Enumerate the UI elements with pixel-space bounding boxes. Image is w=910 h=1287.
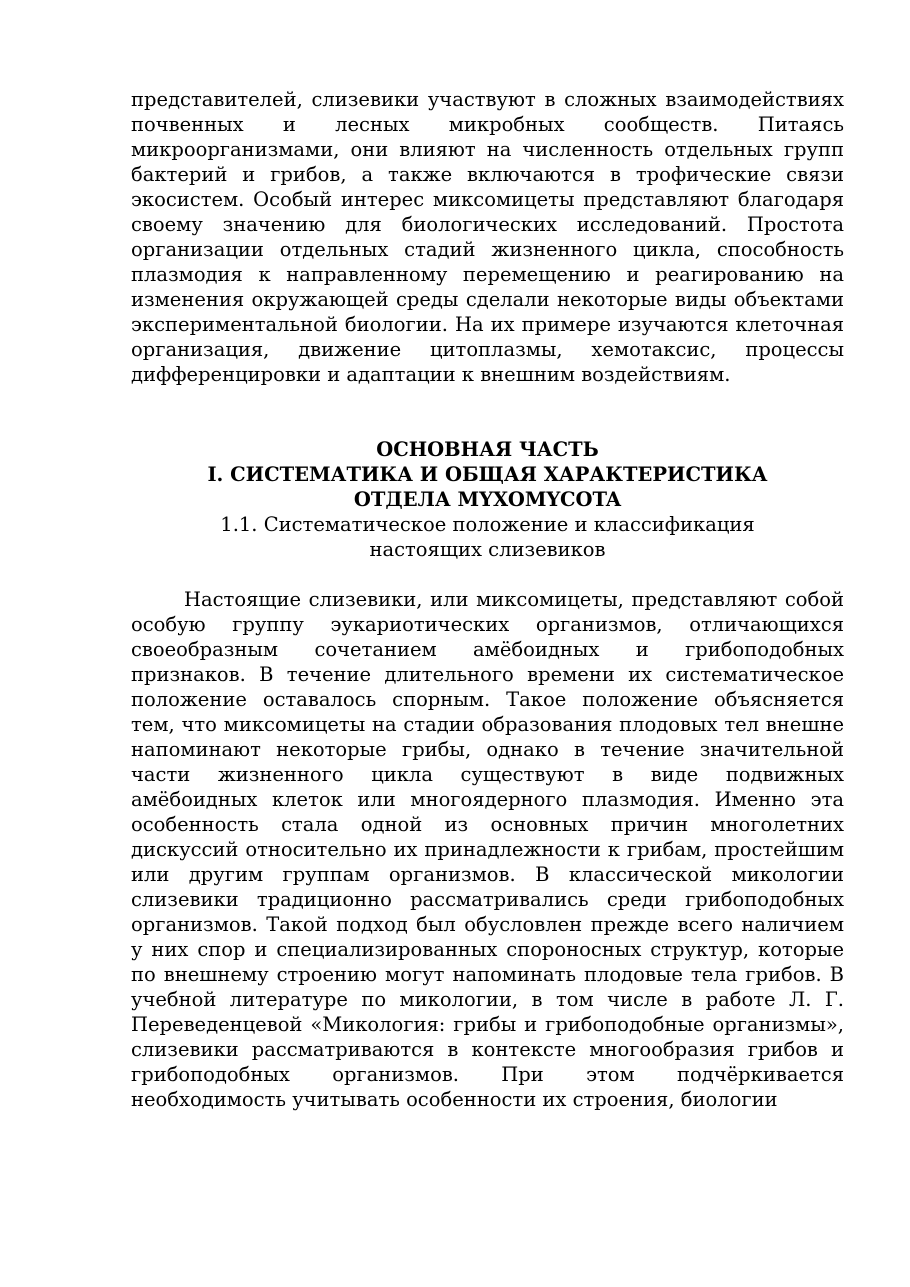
- subsection-title-line-2: настоящих слизевиков: [369, 538, 606, 561]
- chapter-title-line-1: I. СИСТЕМАТИКА И ОБЩАЯ ХАРАКТЕРИСТИКА: [207, 463, 768, 486]
- body-paragraph: Настоящие слизевики, или миксомицеты, представляют собой особую группу эукариотических организмов, отличающихся своеобразным сочетанием амёбоидных и грибоподобных признаков. В течение длительного времени их систематическое положение оставалось спорным. Такое положение объясняется тем, что миксомицеты на стадии образования плодовых тел внешне напоминают некоторые грибы, однако в течение значительной части жизненного цикла существуют в виде подвижных амёбоидных клеток или многоядерного плазмодия. Именно эта особенность стала одной из основных причин многолетних дискуссий относительно их принадлежности к грибам, простейшим или другим группам организмов. В классической микологии слизевики традиционно рассматривались среди грибоподобных организмов. Такой подход был обусловлен прежде всего наличием у них спор и специализированных спороносных структур, которые по внешнему строению могут напоминать плодовые тела грибов. В учебной литературе по микологии, в том числе в работе Л. Г. Переведенцевой «Микология: грибы и грибоподобные организмы», слизевики рассматриваются в контексте многообразия грибов и грибоподобных организмов. При этом подчёркивается необходимость учитывать особенности их строения, биологии: [131, 588, 844, 1111]
- subsection-title-line-1: 1.1. Систематическое положение и классификация: [220, 513, 755, 536]
- section-spacer: [131, 387, 844, 437]
- document-page: [131, 87, 844, 1112]
- intro-paragraph: представителей, слизевики участвуют в сложных взаимодействиях почвенных и лесных микробных сообществ. Питаясь микроорганизмами, они влияют на численность отдельных групп бактерий и грибов, а также включаются в трофические связи экосистем. Особый интерес миксомицеты представляют благодаря своему значению для биологических исследований. Простота организации отдельных стадий жизненного цикла, способность плазмодия к направленному перемещению и реагированию на изменения окружающей среды сделали некоторые виды объектами экспериментальной биологии. На их примере изучаются клеточная организация, движение цитоплазмы, хемотаксис, процессы дифференцировки и адаптации к внешним воздействиям.: [131, 88, 844, 386]
- heading-spacer: [131, 562, 844, 587]
- chapter-title-line-2: ОТДЕЛА MYXOMYCOTA: [353, 488, 622, 511]
- section-title: ОСНОВНАЯ ЧАСТЬ: [376, 438, 599, 461]
